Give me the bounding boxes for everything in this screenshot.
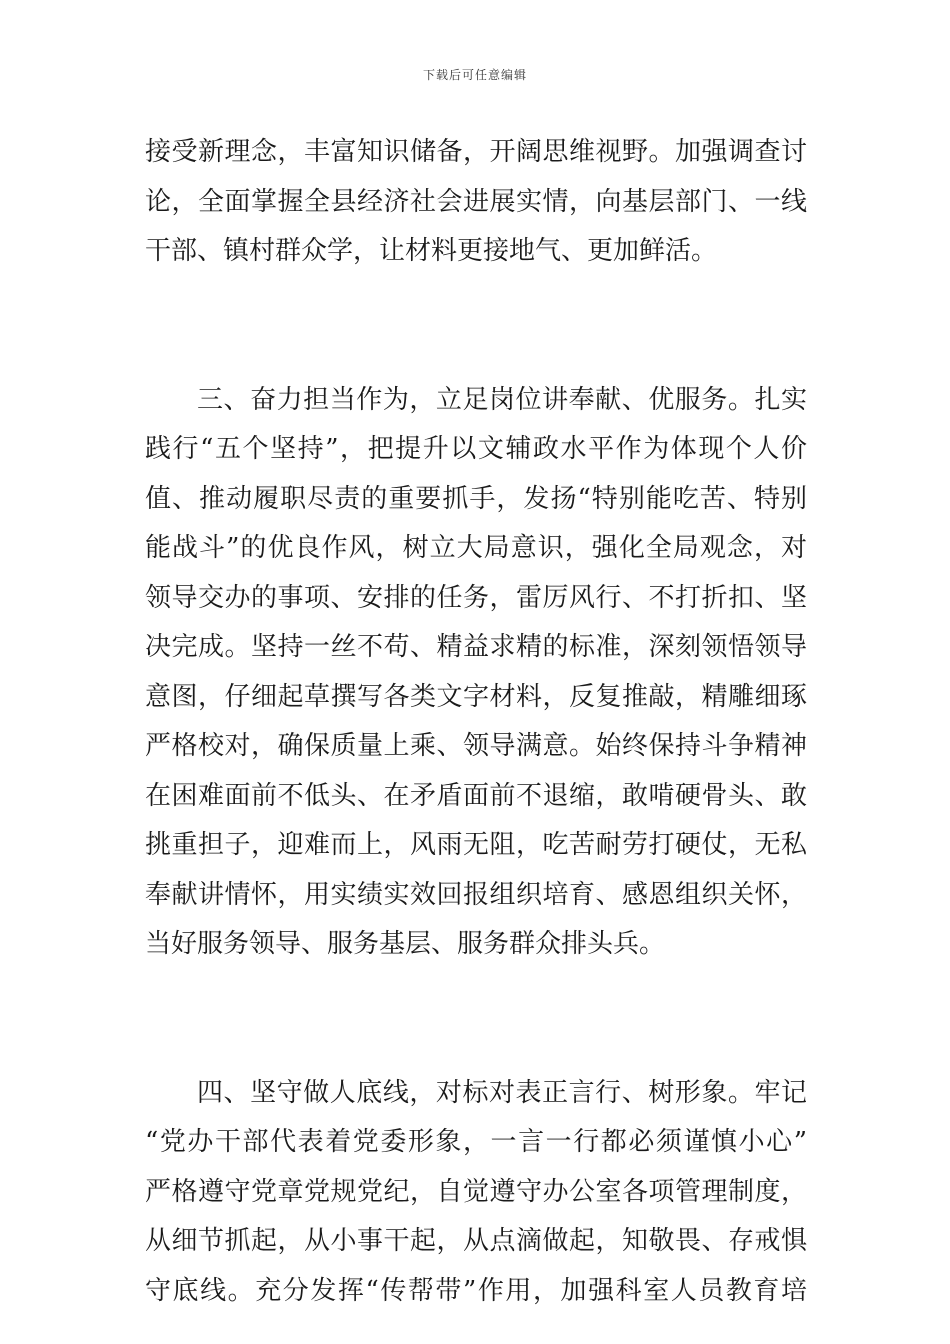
text-line: 领导交办的事项、安排的任务，雷厉风行、不打折扣、坚 — [145, 582, 807, 613]
text-line: 意图，仔细起草撰写各类文字材料，反复推敲，精雕细琢 — [145, 681, 807, 712]
text-line: 严格遵守党章党规党纪，自觉遵守办公室各项管理制度， — [145, 1176, 807, 1207]
text-line: “党办干部代表着党委形象，一言一行都必须谨慎小心” — [145, 1127, 807, 1157]
text-line: 奉献讲情怀，用实绩实效回报组织培育、感恩组织关怀， — [145, 879, 807, 910]
document-body — [145, 128, 807, 1316]
text-line: 当好服务领导、服务基层、服务群众排头兵。 — [145, 929, 666, 959]
text-line: 能战斗”的优良作风，树立大局意识，强化全局观念，对 — [145, 533, 807, 563]
text-line: 守底线。充分发挥“传帮带”作用，加强科室人员教育培 — [145, 1275, 807, 1306]
paragraph-section-three — [145, 376, 807, 970]
text-line: 决完成。坚持一丝不苟、精益求精的标准，深刻领悟领导 — [145, 632, 807, 662]
text-line: 接受新理念，丰富知识储备，开阔思维视野。加强调查讨 — [145, 137, 807, 167]
text-line: 论，全面掌握全县经济社会进展实情，向基层部门、一线 — [145, 186, 807, 217]
text-line: 四、坚守做人底线，对标对表正言行、树形象。牢记 — [197, 1077, 807, 1108]
text-line: 在困难面前不低头、在矛盾面前不退缩，敢啃硬骨头、敢 — [145, 780, 807, 811]
text-line: 三、奋力担当作为，立足岗位讲奉献、优服务。扎实 — [197, 384, 807, 415]
text-line: 践行“五个坚持”，把提升以文辅政水平作为体现个人价 — [145, 434, 807, 464]
text-line: 值、推动履职尽责的重要抓手，发扬“特别能吃苦、特别 — [145, 483, 807, 514]
text-line: 从细节抓起，从小事干起，从点滴做起，知敬畏、存戒惧 — [145, 1226, 807, 1256]
page-header-note: 下载后可任意编辑 — [422, 68, 527, 82]
paragraph-gap — [145, 277, 807, 376]
text-line: 干部、镇村群众学，让材料更接地气、更加鲜活。 — [145, 236, 718, 266]
paragraph-continuation — [145, 128, 807, 277]
text-line: 严格校对，确保质量上乘、领导满意。始终保持斗争精神 — [145, 731, 807, 761]
paragraph-section-four — [145, 1069, 807, 1317]
paragraph-gap — [145, 970, 807, 1069]
text-line: 挑重担子，迎难而上，风雨无阻，吃苦耐劳打硬仗，无私 — [145, 830, 807, 860]
